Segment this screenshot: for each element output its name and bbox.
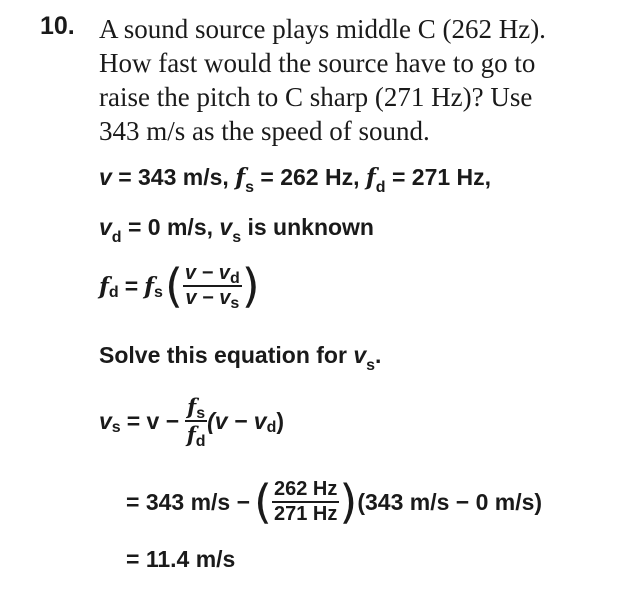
- formula-fs-subscript: s: [154, 284, 163, 301]
- substitution-prefix: = 343 m/s −: [126, 488, 251, 515]
- solved-denominator: f: [186, 422, 196, 447]
- solved-vs: v: [99, 407, 112, 434]
- solved-tail: (v − v: [207, 407, 267, 434]
- fs-subscript: s: [245, 179, 254, 196]
- substitution-left-paren: (: [254, 475, 272, 529]
- fd-symbol: f: [365, 164, 376, 191]
- vd-value: = 0 m/s,: [127, 214, 213, 240]
- instruction-var-subscript: s: [366, 357, 376, 374]
- problem-line-3: raise the pitch to C sharp (271 Hz)? Use: [99, 82, 533, 112]
- vs-symbol: v: [219, 214, 233, 240]
- problem-line-4: 343 m/s as the speed of sound.: [99, 116, 430, 146]
- instruction-end: .: [375, 342, 382, 368]
- formula-equals: =: [124, 272, 139, 299]
- solved-equals: = v −: [126, 407, 180, 434]
- doppler-formula: [99, 259, 260, 313]
- formula-fd-subscript: d: [108, 284, 119, 301]
- vd-symbol: v: [99, 214, 112, 240]
- solved-fraction: [185, 394, 207, 448]
- v-value: = 343 m/s,: [118, 164, 229, 190]
- givens-line-2: [99, 214, 374, 246]
- formula-denominator-subscript: s: [230, 295, 240, 312]
- solved-numerator-subscript: s: [196, 405, 206, 422]
- instruction: [99, 342, 382, 374]
- result-line: = 11.4 m/s: [126, 546, 236, 572]
- formula-fraction: [183, 262, 242, 310]
- substitution-numerator: 262 Hz: [272, 478, 339, 503]
- fd-subscript: d: [375, 179, 386, 196]
- v-symbol: v: [99, 164, 112, 190]
- substitution-line: [126, 475, 543, 529]
- vs-unknown-text: is unknown: [247, 214, 374, 240]
- formula-numerator-subscript: d: [229, 270, 240, 287]
- substitution-fraction: [272, 478, 339, 526]
- problem-number: 10.: [40, 12, 75, 40]
- substitution-tail: (343 m/s − 0 m/s): [357, 488, 543, 515]
- vd-subscript: d: [111, 229, 122, 246]
- substitution-right-paren: ): [339, 475, 358, 529]
- formula-fd: f: [99, 272, 109, 300]
- substitution-denominator: 271 Hz: [274, 503, 338, 525]
- solved-equation: [99, 394, 284, 448]
- instruction-text: Solve this equation for: [99, 342, 354, 368]
- solved-tail-end: ): [276, 407, 285, 434]
- formula-numerator: v − v: [184, 262, 230, 284]
- fs-symbol: f: [235, 164, 246, 191]
- fd-value: = 271 Hz,: [391, 164, 492, 190]
- instruction-var: v: [353, 342, 367, 368]
- solved-tail-subscript: d: [266, 419, 277, 436]
- givens-line-1: [99, 164, 492, 196]
- fs-value: = 262 Hz,: [260, 164, 360, 190]
- problem-line-2: How fast would the source have to go to: [99, 48, 536, 78]
- solved-denominator-subscript: d: [195, 433, 206, 450]
- problem-line-1: A sound source plays middle C (262 Hz).: [99, 14, 546, 44]
- vs-subscript: s: [232, 229, 242, 246]
- solved-numerator: f: [187, 394, 197, 419]
- formula-left-paren: (: [164, 259, 183, 313]
- formula-fs: f: [144, 272, 155, 300]
- formula-denominator: v − v: [185, 287, 231, 309]
- formula-right-paren: ): [241, 259, 260, 313]
- solved-vs-subscript: s: [111, 419, 121, 436]
